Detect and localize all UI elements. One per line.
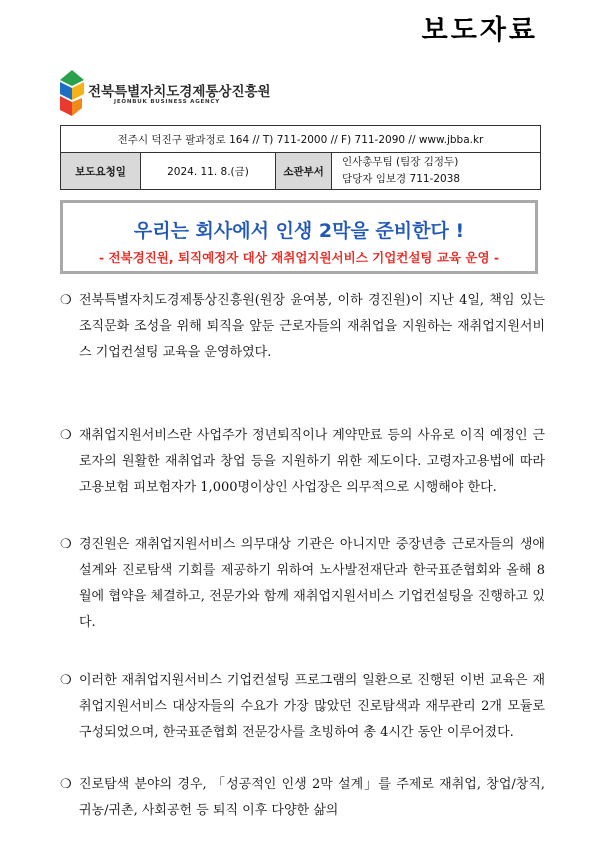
paragraph-text: 이러한 재취업지원서비스 기업컨설팅 프로그램의 일환으로 진행된 이번 교육은 재취업지원서비스 대상자들의 수요가 가장 많았던 진로탐색과 재무관리 2개 모듈로 구성되었으며, 한국표준협회 전문강사를 초빙하여 총 4시간 동안 이루어졌다. (79, 673, 545, 740)
department-value (332, 153, 541, 190)
department-contact-person: 담당자 임보경 711-2038 (342, 173, 461, 185)
bullet-icon: ❍ (60, 428, 72, 443)
subheadline: - 전북경진원, 퇴직예정자 대상 재취업지원서비스 기업컨설팅 교육 운영 - (98, 250, 500, 265)
paragraph (60, 668, 545, 746)
paragraph (60, 288, 545, 366)
department-label: 소관부서 (276, 153, 332, 190)
paragraph (60, 532, 545, 636)
document-type-title: 보도자료 (421, 15, 538, 46)
bullet-icon: ❍ (60, 293, 72, 308)
bullet-icon: ❍ (60, 537, 72, 552)
paragraph-text: 재취업지원서비스란 사업주가 정년퇴직이나 계약만료 등의 사유로 이직 예정인 근로자의 원활한 재취업과 창업 등을 지원하기 위한 제도이다. 고령자고용법에 따라 고용보험 피보험자가 1,000명이상인 사업장은 의무적으로 시행해야 한다. (79, 428, 545, 495)
paragraph-text: 진로탐색 분야의 경우, 「성공적인 인생 2막 설계」를 주제로 재취업, 창업/창직, 귀농/귀촌, 사회공헌 등 퇴직 이후 다양한 삶의 (79, 777, 545, 818)
paragraph-text: 경진원은 재취업지원서비스 의무대상 기관은 아니지만 중장년층 근로자들의 생애설계와 진로탐색 기회를 제공하기 위하여 노사발전재단과 한국표준협회와 올해 8월에 협약을 체결하고, 전문가와 함께 재취업지원서비스 기업컨설팅을 진행하고 있다. (79, 537, 545, 630)
jbba-logo-icon (60, 70, 84, 118)
headline: 우리는 회사에서 인생 2막을 준비한다 ! (133, 220, 465, 242)
organization-logo (60, 70, 271, 118)
paragraph (60, 423, 545, 501)
release-date-label: 보도요청일 (61, 153, 141, 190)
bullet-icon: ❍ (60, 777, 72, 792)
press-info-table (60, 125, 541, 190)
release-date-value: 2024. 11. 8.(금) (141, 153, 276, 190)
paragraph (60, 772, 545, 824)
bullet-icon: ❍ (60, 673, 72, 688)
organization-name: 전북특별자치도경제통상진흥원 (88, 84, 271, 100)
department-team: 인사총무팀 (팀장 김정두) (342, 156, 459, 168)
headline-box (60, 200, 538, 274)
contact-line: 전주시 덕진구 팔과정로 164 // T) 711-2000 // F) 711-2090 // www.jbba.kr (61, 126, 541, 153)
organization-english-name: JEONBUK BUSINESS AGENCY (114, 99, 221, 105)
paragraph-text: 전북특별자치도경제통상진흥원(원장 윤여봉, 이하 경진원)이 지난 4일, 책임 있는 조직문화 조성을 위해 퇴직을 앞둔 근로자들의 재취업을 지원하는 재취업지원서비스 기업컨설팅 교육을 운영하였다. (79, 293, 545, 360)
